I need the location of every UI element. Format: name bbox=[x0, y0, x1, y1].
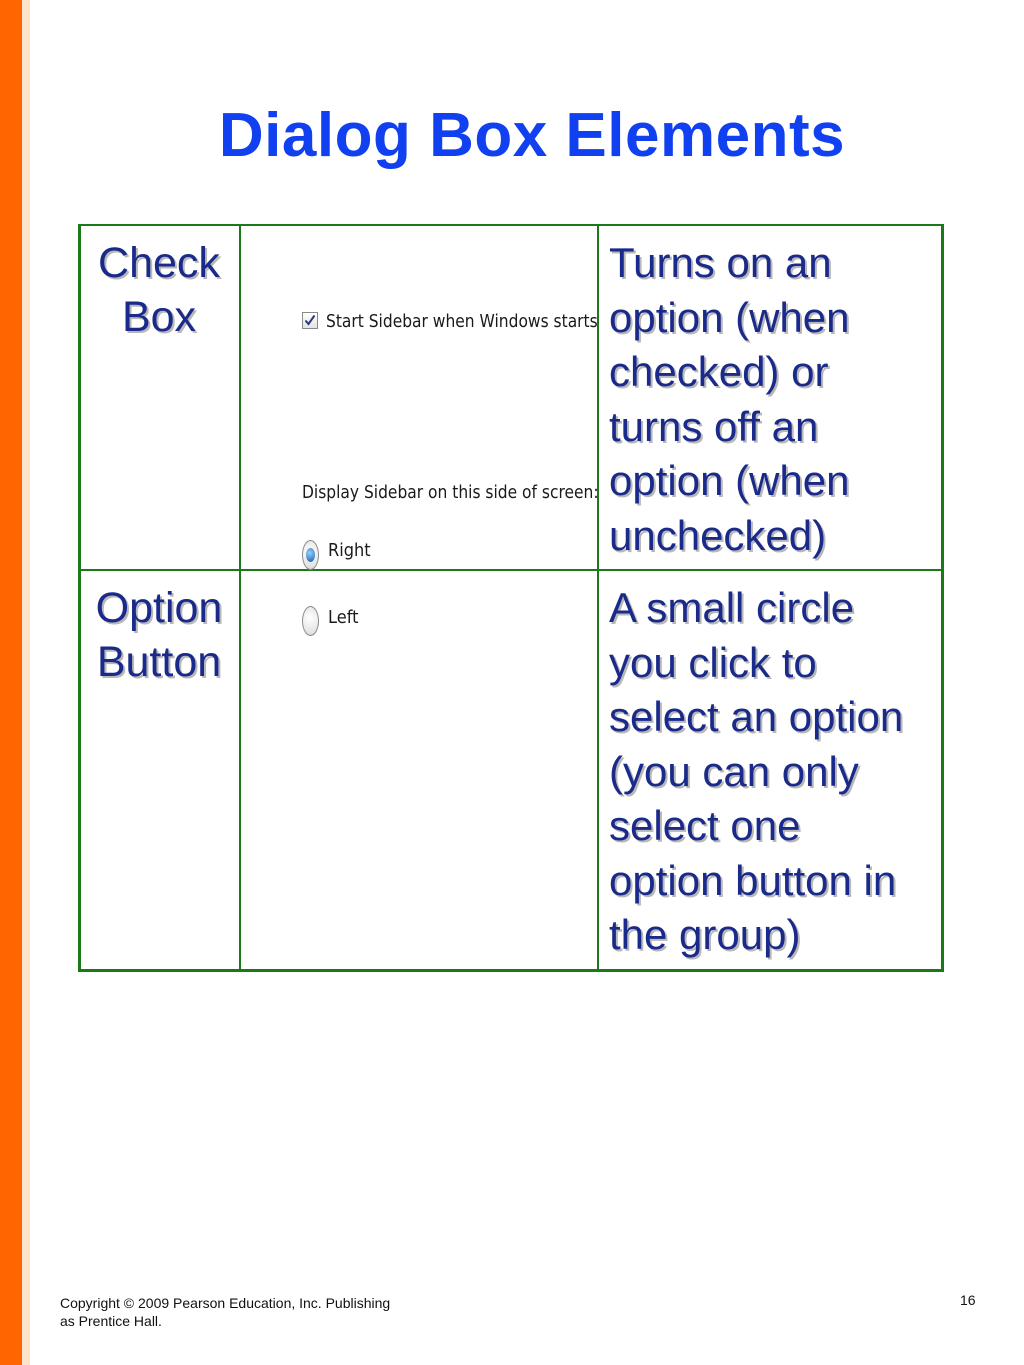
description-line: option button in bbox=[609, 856, 897, 904]
checkbox-label: Start Sidebar when Windows starts bbox=[326, 311, 598, 332]
term-line: Check bbox=[98, 239, 220, 287]
description-line: A small circle bbox=[609, 584, 855, 631]
description-line: option (when bbox=[609, 293, 850, 341]
checkmark-icon bbox=[304, 314, 316, 327]
description-line: turns off an bbox=[609, 402, 819, 450]
term-check-box bbox=[79, 236, 239, 344]
column-divider-1 bbox=[239, 224, 241, 972]
slide-title: Dialog Box Elements bbox=[218, 101, 846, 170]
description-line: option (when bbox=[609, 457, 850, 504]
row-divider bbox=[78, 569, 944, 571]
radio-label-right: Right bbox=[328, 540, 371, 561]
description-line: checked) or bbox=[609, 348, 829, 395]
term-line: Box bbox=[121, 293, 197, 341]
description-line: you click to bbox=[609, 638, 817, 686]
sidebar-checkbox[interactable] bbox=[302, 312, 318, 329]
description-line: the group) bbox=[609, 911, 801, 958]
radio-right[interactable] bbox=[302, 540, 319, 570]
description-line: select one bbox=[609, 802, 801, 849]
copyright-line: as Prentice Hall. bbox=[60, 1313, 162, 1329]
page-number: 16 bbox=[960, 1292, 976, 1308]
description-line: Turns on an bbox=[609, 239, 832, 286]
side-bar-accent bbox=[22, 0, 30, 1365]
copyright-line: Copyright © 2009 Pearson Education, Inc. Publishing bbox=[60, 1295, 391, 1311]
term-line: Button bbox=[96, 638, 222, 686]
description-line: select an option bbox=[609, 693, 904, 740]
radio-label-left: Left bbox=[328, 607, 359, 628]
column-divider-2 bbox=[597, 224, 599, 972]
description-option-button bbox=[609, 581, 939, 963]
description-line: unchecked) bbox=[609, 511, 827, 559]
description-check-box bbox=[609, 236, 939, 563]
radio-left[interactable] bbox=[302, 606, 319, 636]
term-line: Option bbox=[95, 584, 223, 632]
radio-group-label: Display Sidebar on this side of screen: bbox=[302, 482, 599, 503]
orange-side-bar bbox=[0, 0, 22, 1365]
elements-table bbox=[78, 224, 944, 972]
copyright-notice bbox=[60, 1294, 460, 1330]
term-option-button bbox=[79, 581, 239, 689]
description-line: (you can only bbox=[609, 747, 859, 795]
